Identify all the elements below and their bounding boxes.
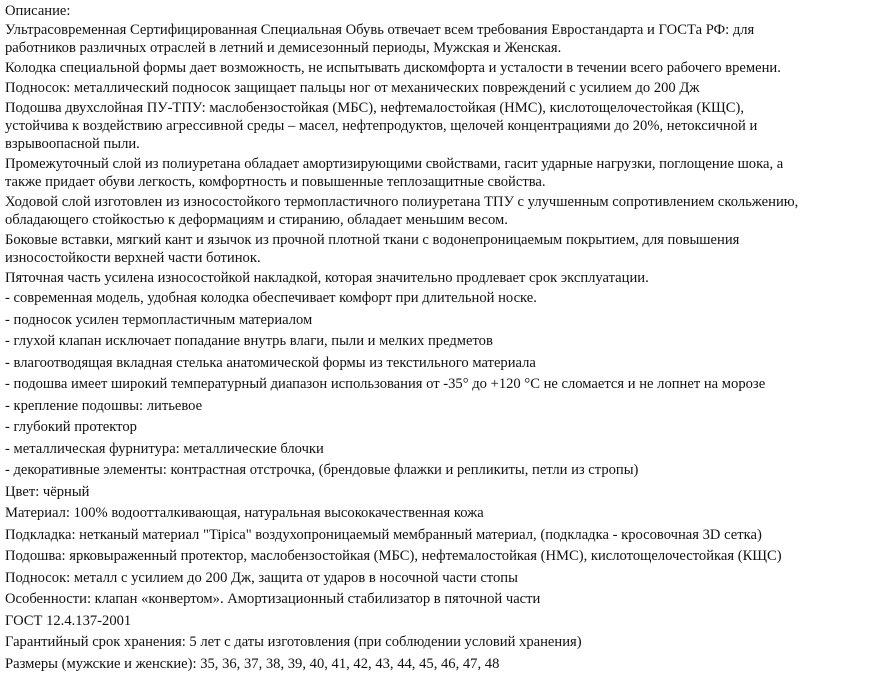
feature-list <box>5 288 864 482</box>
paragraph-line: Ходовой слой изготовлен из износостойкого термопластичного полиуретана ТПУ с улучшенным сопротивлением скольжению, <box>5 194 799 210</box>
paragraph-line: Ультрасовременная Сертифицированная Специальная Обувь отвечает всем требования Евростандарта и ГОСТа РФ: для <box>5 22 755 38</box>
paragraph-line: Пяточная часть усилена износостойкой накладкой, которая значительно продлевает срок эксплуатации. <box>5 270 649 286</box>
paragraph-line: обладающего стойкостью к деформациям и стиранию, обладает меньшим весом. <box>5 212 508 228</box>
spec-sizes: Размеры (мужские и женские): 35, 36, 37, 38, 39, 40, 41, 42, 43, 44, 45, 46, 47, 48 <box>5 655 500 672</box>
paragraph-toecap <box>5 79 864 97</box>
paragraph-line: износостойкости верхней части ботинок. <box>5 250 261 266</box>
feature-item: - глухой клапан исключает попадание внутрь влаги, пыли и мелких предметов <box>5 333 493 349</box>
paragraph-sole <box>5 99 864 153</box>
feature-item: - глубокий протектор <box>5 419 137 435</box>
paragraph-heel <box>5 269 864 287</box>
feature-item: - металлическая фурнитура: металлические блочки <box>5 440 324 457</box>
paragraph-line: Подносок: металлический подносок защищает пальцы ног от механических повреждений с усилием до 200 Дж <box>5 80 700 96</box>
paragraph-line: взрывоопасной пыли. <box>5 136 140 152</box>
spec-list <box>5 482 864 676</box>
paragraph-line: Подошва двухслойная ПУ-ТПУ: маслобензостойкая (МБС), нефтемалостойкая (НМС), кислотощелочестойкая (КЩС), <box>5 100 744 116</box>
paragraph-last <box>5 59 864 77</box>
spec-features: Особенности: клапан «конвертом». Амортизационный стабилизатор в пяточной части <box>5 591 541 607</box>
spec-lining: Подкладка: нетканый материал "Tipica" воздухопроницаемый мембранный материал, (подкладка - кросовочная 3D сетка) <box>5 526 762 543</box>
spec-color: Цвет: чёрный <box>5 483 90 500</box>
paragraph-outsole <box>5 193 864 229</box>
feature-item: - крепление подошвы: литьевое <box>5 397 203 414</box>
paragraph-line: Колодка специальной формы дает возможность, не испытывать дискомфорта и усталости в течении всего рабочего времени. <box>5 60 781 76</box>
paragraph-line: работников различных отраслей в летний и демисезонный периоды, Мужская и Женская. <box>5 40 562 56</box>
spec-material: Материал: 100% водоотталкивающая, натуральная высококачественная кожа <box>5 505 484 521</box>
spec-sole: Подошва: ярковыраженный протектор, маслобензостойкая (МБС), нефтемалостойкая (НМС), кислотощелочестойкая (КЩС) <box>5 548 782 564</box>
paragraph-line: также придает обуви легкость, комфортность и повышенные теплозащитные свойства. <box>5 174 546 190</box>
spec-warranty: Гарантийный срок хранения: 5 лет с даты изготовления (при соблюдении условий хранения) <box>5 634 582 650</box>
feature-item: - подносок усилен термопластичным материалом <box>5 311 313 328</box>
paragraph-line: Промежуточный слой из полиуретана обладает амортизирующими свойствами, гасит ударные нагрузки, поглощение шока, а <box>5 156 784 172</box>
spec-toecap: Подносок: металл с усилием до 200 Дж, защита от ударов в носочной части стопы <box>5 569 518 586</box>
description-heading: Описание: <box>5 3 71 19</box>
paragraph-certification <box>5 21 864 57</box>
spec-gost: ГОСТ 12.4.137-2001 <box>5 612 132 629</box>
feature-item: - подошва имеет широкий температурный диапазон использования от -35° до +120 °С не сломается и не лопнет на морозе <box>5 376 766 392</box>
paragraph-line: Боковые вставки, мягкий кант и язычок из прочной плотной ткани с водонепроницаемым покрытием, для повышения <box>5 232 740 248</box>
feature-item: - влагоотводящая вкладная стелька анатомической формы из текстильного материала <box>5 354 536 371</box>
paragraph-inserts <box>5 231 864 267</box>
feature-item: - современная модель, удобная колодка обеспечивает комфорт при длительной носке. <box>5 290 537 306</box>
paragraph-line: устойчива к воздействию агрессивной среды – масел, нефтепродуктов, щелочей концентрациями до 20%, нетоксичной и <box>5 118 758 134</box>
paragraph-midlayer <box>5 155 864 191</box>
feature-item: - декоративные элементы: контрастная отстрочка, (брендовые флажки и репликиты, петли из стропы) <box>5 462 639 478</box>
